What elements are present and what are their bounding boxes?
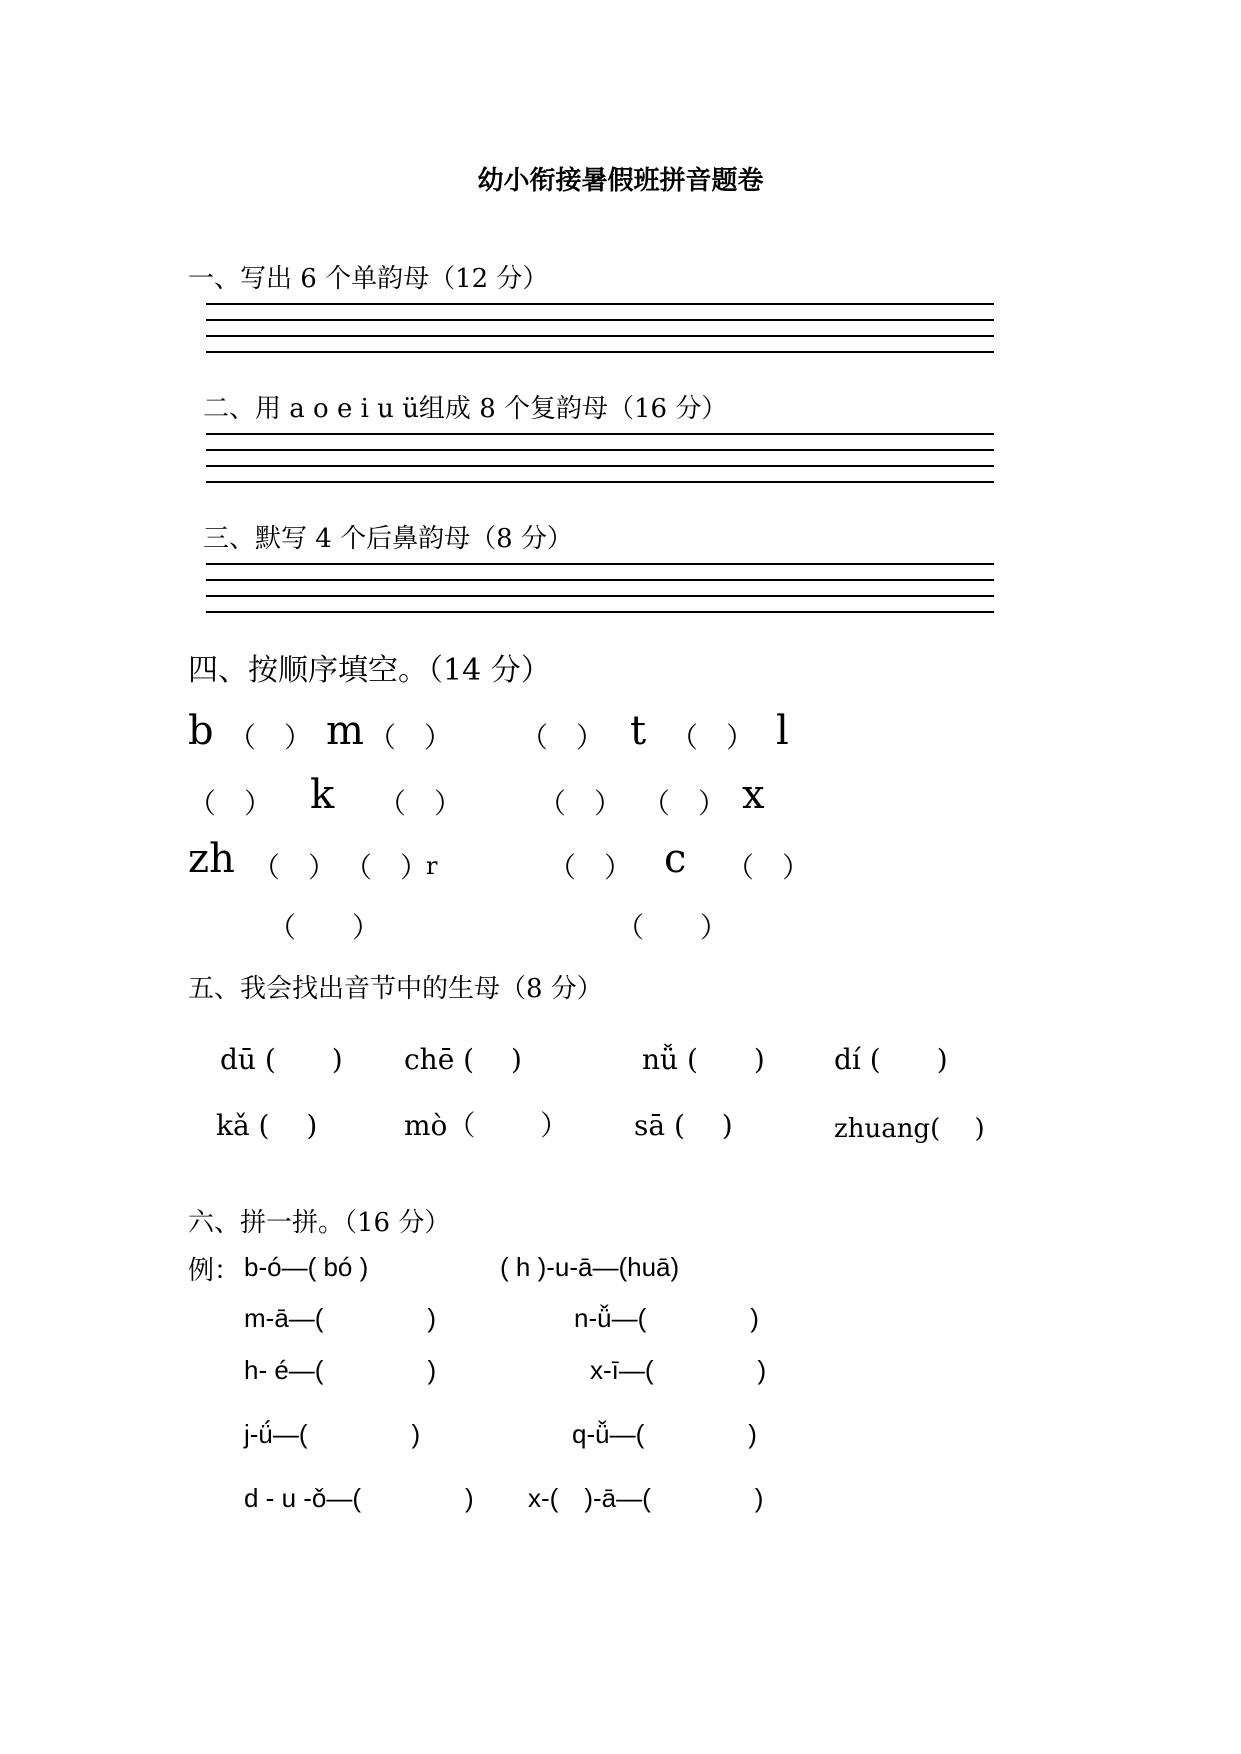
letter-t: t [630,708,647,754]
blank-paren[interactable]: （ ） [378,787,463,820]
letter-c: c [664,836,687,882]
blank-paren[interactable]: （ ） [228,721,313,754]
example-1: b-ó—( bó ) [244,1252,369,1282]
blank-paren[interactable]: （ ） [726,851,811,884]
syllable-item[interactable]: zhuang( ) [834,1114,985,1144]
blank-paren[interactable]: （ ） [670,721,755,754]
syllable-item[interactable]: dū ( ) [220,1043,343,1076]
question-3-heading: 三、默写 4 个后鼻韵母（8 分） [203,524,573,554]
syllable-item[interactable]: sā ( ) [634,1109,733,1142]
spelling-item[interactable]: h- é—( ) [244,1355,437,1385]
spelling-item[interactable]: q-ǚ—( ) [572,1419,757,1449]
question-2-heading: 二、用 a o e i u ü组成 8 个复韵母（16 分） [203,394,728,424]
blank-paren[interactable]: （ ） [520,721,605,754]
blank-paren[interactable]: （ ） [548,851,633,884]
blank-paren[interactable]: （ ） [268,911,381,944]
answer-lines-q3[interactable] [206,563,994,627]
question-5-heading: 五、我会找出音节中的生母（8 分） [188,974,603,1004]
blank-paren[interactable]: （ ） [368,721,453,754]
letter-b: b [188,708,214,754]
example-2: ( h )-u-ā—(huā) [500,1252,680,1282]
letter-x: x [742,772,765,818]
spelling-item[interactable]: x-( )-ā—( ) [528,1483,764,1513]
example-label: 例： [188,1256,241,1286]
page-title: 幼小衔接暑假班拼音题卷 [477,166,764,196]
question-1-heading: 一、写出 6 个单韵母（12 分） [188,264,549,294]
question-4-heading: 四、按顺序填空。（14 分） [188,653,551,688]
blank-paren[interactable]: （ ） [538,787,623,820]
syllable-item[interactable]: dí ( ) [834,1043,948,1076]
blank-paren[interactable]: （ ） [642,787,727,820]
blank-paren[interactable]: （ ） [344,851,429,884]
spelling-item[interactable]: n-ǚ—( ) [574,1303,759,1333]
spelling-item[interactable]: x-ī—( ) [590,1355,767,1385]
letter-l: l [776,708,789,754]
letter-zh: zh [188,836,235,882]
spelling-item[interactable]: j-ǘ—( ) [244,1419,421,1449]
question-6-heading: 六、拼一拼。（16 分） [188,1208,451,1238]
syllable-item[interactable]: chē ( ) [404,1043,522,1076]
spelling-item[interactable]: d - u -ǒ—( ) [244,1483,474,1513]
answer-lines-q1[interactable] [206,303,994,367]
blank-paren[interactable]: （ ） [616,911,729,944]
spelling-item[interactable]: m-ā—( ) [244,1303,437,1333]
syllable-item[interactable]: mò（ ） [404,1109,569,1142]
letter-m: m [326,708,364,754]
blank-paren[interactable]: （ ） [252,851,337,884]
letter-k: k [310,772,335,818]
answer-lines-q2[interactable] [206,433,994,497]
letter-r: r [426,852,438,880]
blank-paren[interactable]: （ ） [188,787,273,820]
syllable-item[interactable]: kǎ ( ) [216,1109,318,1142]
syllable-item[interactable]: nǚ ( ) [642,1043,765,1076]
